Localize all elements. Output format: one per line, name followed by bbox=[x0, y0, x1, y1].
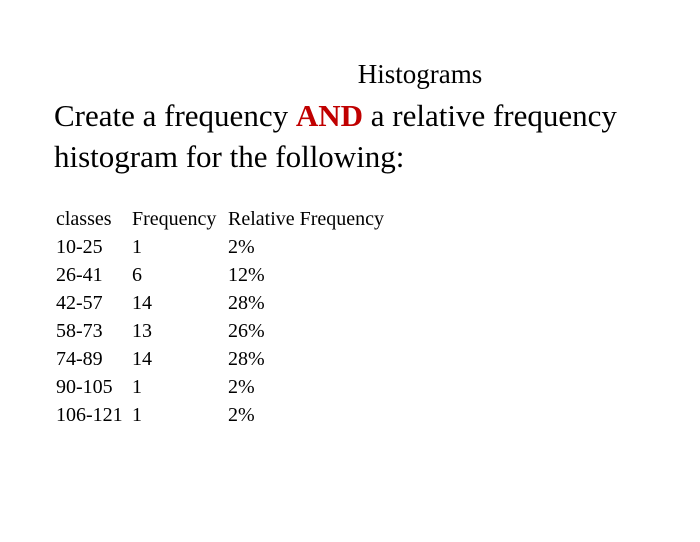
relative-frequency-cell: 26% bbox=[228, 320, 265, 342]
relative-frequency-cell: 12% bbox=[228, 264, 265, 286]
header-classes: classes bbox=[56, 208, 112, 230]
class-cell: 10-25 bbox=[56, 236, 103, 258]
slide-title: Histograms bbox=[357, 59, 483, 89]
relative-frequency-cell: 2% bbox=[228, 404, 255, 426]
relative-frequency-cell: 28% bbox=[228, 348, 265, 370]
table-row bbox=[56, 401, 428, 429]
frequency-cell: 14 bbox=[132, 292, 152, 314]
table-row bbox=[56, 261, 428, 289]
table-row bbox=[56, 345, 428, 373]
header-relative-frequency: Relative Frequency bbox=[228, 208, 385, 230]
frequency-cell: 1 bbox=[132, 376, 142, 398]
frequency-cell: 13 bbox=[132, 320, 152, 342]
class-cell: 106-121 bbox=[56, 404, 123, 426]
table-row bbox=[56, 373, 428, 401]
prompt-text bbox=[54, 95, 674, 177]
relative-frequency-cell: 28% bbox=[228, 292, 265, 314]
header-frequency: Frequency bbox=[132, 208, 217, 230]
relative-frequency-cell: 2% bbox=[228, 376, 255, 398]
class-cell: 42-57 bbox=[56, 292, 103, 314]
frequency-table bbox=[56, 205, 428, 429]
relative-frequency-cell: 2% bbox=[228, 236, 255, 258]
class-cell: 26-41 bbox=[56, 264, 103, 286]
prompt-emphasis: AND bbox=[295, 98, 363, 133]
frequency-cell: 14 bbox=[132, 348, 152, 370]
class-cell: 74-89 bbox=[56, 348, 103, 370]
table-row bbox=[56, 233, 428, 261]
table-header-row bbox=[56, 205, 428, 233]
class-cell: 58-73 bbox=[56, 320, 103, 342]
table-row bbox=[56, 317, 428, 345]
frequency-cell: 1 bbox=[132, 236, 142, 258]
frequency-cell: 6 bbox=[132, 264, 142, 286]
frequency-cell: 1 bbox=[132, 404, 142, 426]
class-cell: 90-105 bbox=[56, 376, 113, 398]
prompt-text-start: Create a frequency bbox=[54, 98, 296, 133]
prompt-text-end: a relative frequency histogram for the following: bbox=[54, 98, 617, 174]
table-row bbox=[56, 289, 428, 317]
